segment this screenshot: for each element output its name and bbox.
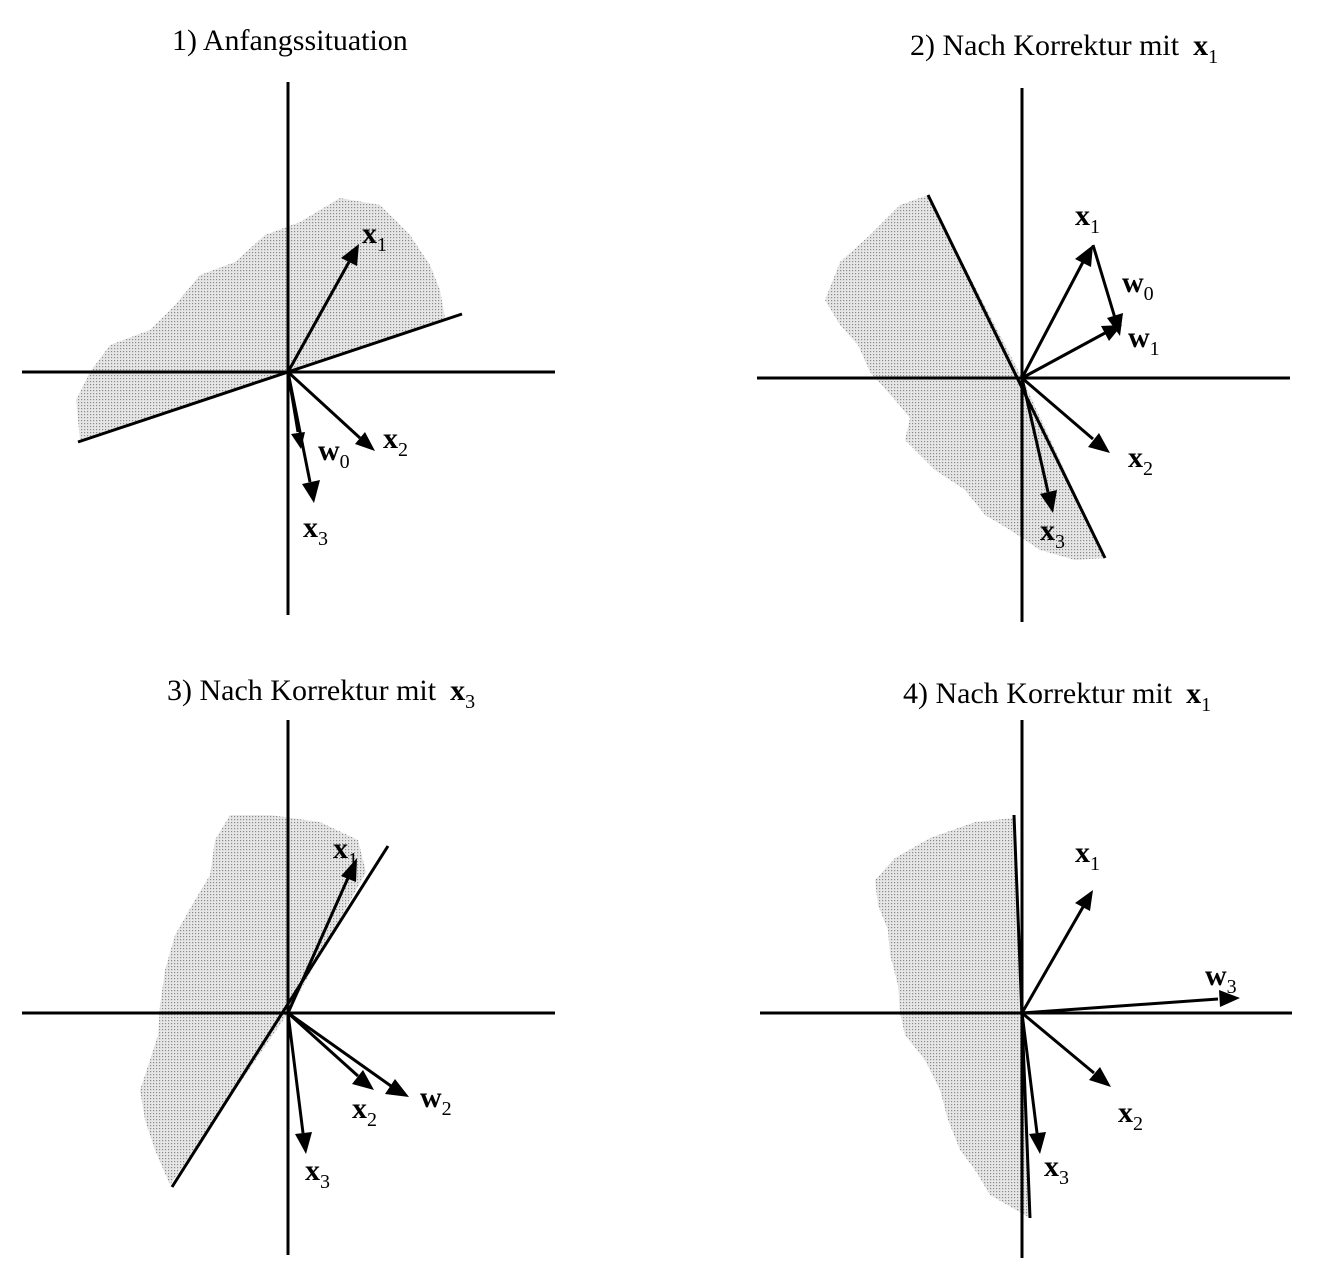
panel-3-shaded-region [140, 815, 366, 1185]
panel-2 [757, 29, 1290, 622]
panel-3-vector-x2 [288, 1013, 374, 1090]
panel-2-title: 2) Nach Korrektur mit $x_1$ [910, 29, 1219, 68]
panel-2-label-x1: $x_1$ [1075, 199, 1100, 238]
panel-1 [22, 24, 555, 615]
panel-2-label-x2: $x_2$ [1128, 441, 1153, 480]
panel-2-label-x3: $x_3$ [1040, 514, 1065, 553]
panel-2-label-w1: $w_1$ [1128, 321, 1160, 360]
panel-4-vector-x1 [1022, 890, 1093, 1013]
panel-1-label-x2: $x_2$ [383, 422, 408, 461]
panel-3-vector-x3 [288, 1013, 312, 1154]
panel-2-vector-w0 [1093, 245, 1123, 336]
panel-1-label-x1: $x_1$ [362, 217, 387, 256]
panel-1-shaded-region [76, 198, 445, 440]
panel-4-label-x3: $x_3$ [1044, 1150, 1069, 1189]
panel-3-label-w2: $w_2$ [420, 1081, 452, 1120]
panel-4-label-x2: $x_2$ [1118, 1096, 1143, 1135]
panel-4-vector-x2 [1022, 1013, 1111, 1087]
panel-3 [22, 674, 555, 1255]
panel-3-label-x1: $x_1$ [333, 832, 358, 871]
panel-4-label-w3: $w_3$ [1205, 959, 1237, 998]
panel-3-label-x3: $x_3$ [305, 1154, 330, 1193]
panel-4-shaded-region [875, 818, 1030, 1218]
panel-3-label-x2: $x_2$ [352, 1092, 377, 1131]
panel-4-label-x1: $x_1$ [1075, 836, 1100, 875]
panel-1-title: 1) Anfangssituation [172, 24, 408, 57]
panel-4-vector-w3 [1022, 990, 1240, 1013]
panel-4 [760, 677, 1292, 1258]
panel-4-title: 4) Nach Korrektur mit $x_1$ [903, 677, 1212, 716]
panel-3-title: 3) Nach Korrektur mit $x_3$ [167, 674, 476, 713]
panel-1-label-w0: $w_0$ [318, 434, 350, 473]
panel-3-vector-w2 [288, 1013, 409, 1097]
panel-1-vector-x3 [288, 372, 320, 503]
panel-2-label-w0: $w_0$ [1122, 266, 1154, 305]
panel-1-label-x3: $x_3$ [303, 511, 328, 550]
